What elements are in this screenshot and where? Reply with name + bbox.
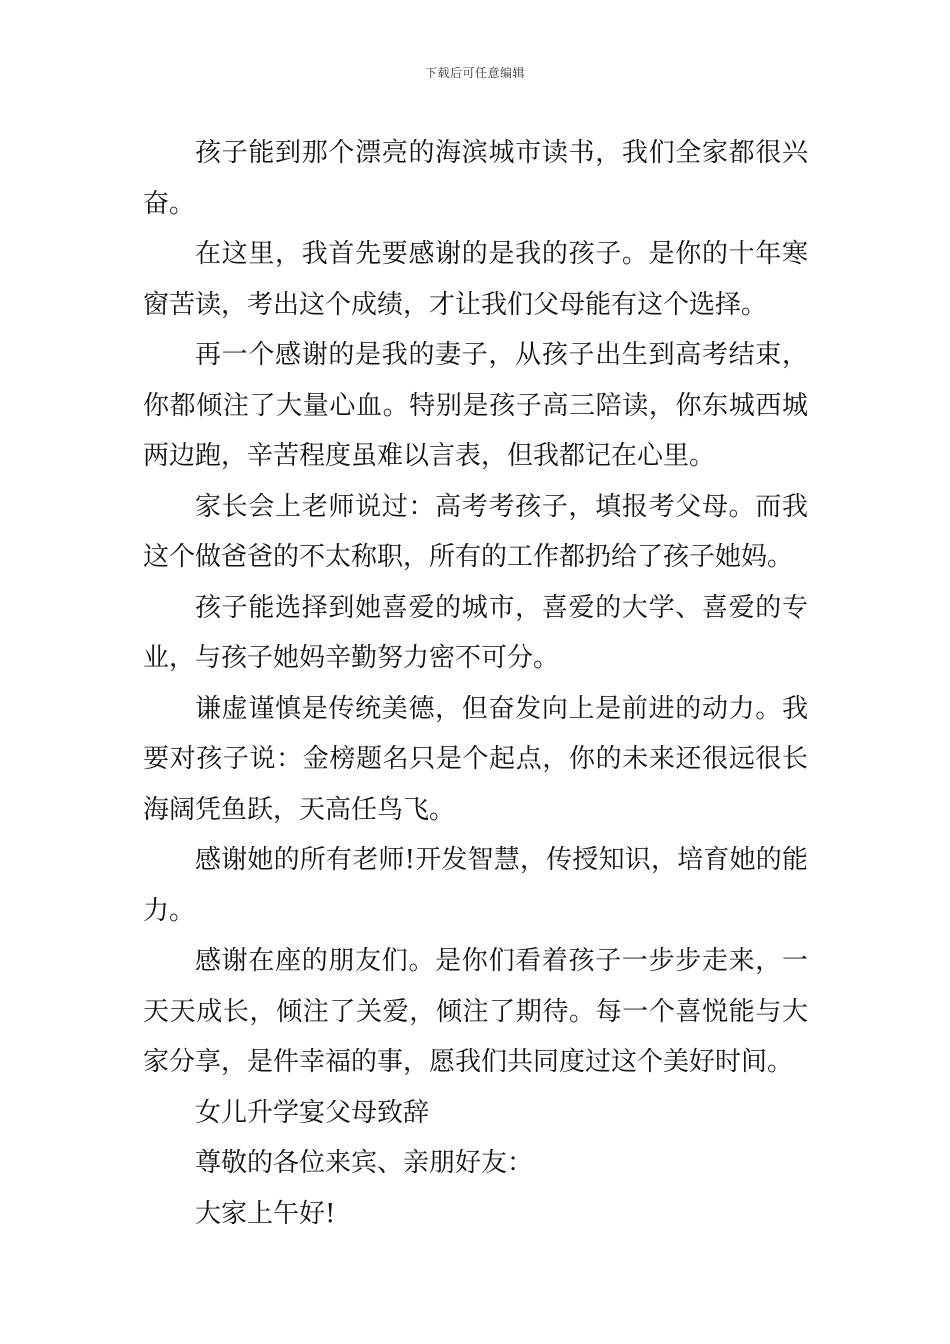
section-title: 女儿升学宴父母致辞 <box>195 1097 430 1128</box>
paragraph: 感谢她的所有老师!开发智慧，传授知识，培育她的能力。 <box>143 845 808 926</box>
page-header: 下载后可任意编辑 <box>424 66 525 80</box>
paragraph: 谦虚谨慎是传统美德，但奋发向上是前进的动力。我要对孩子说：金榜题名只是个起点，你的未来还很远很长海阔凭鱼跃，天高任鸟飞。 <box>143 693 808 825</box>
salutation: 尊敬的各位来宾、亲朋好友： <box>195 1148 534 1178</box>
greeting: 大家上午好! <box>195 1198 336 1229</box>
paragraph: 孩子能到那个漂亮的海滨城市读书，我们全家都很兴奋。 <box>143 138 808 219</box>
document-body <box>143 128 808 1239</box>
paragraph: 感谢在座的朋友们。是你们看着孩子一步步走来，一天天成长，倾注了关爱，倾注了期待。每一个喜悦能与大家分享，是件幸福的事，愿我们共同度过这个美好时间。 <box>143 946 808 1077</box>
paragraph: 再一个感谢的是我的妻子，从孩子出生到高考结束，你都倾注了大量心血。特别是孩子高三陪读，你东城西城两边跑，辛苦程度虽难以言表，但我都记在心里。 <box>143 340 808 471</box>
paragraph: 孩子能选择到她喜爱的城市，喜爱的大学、喜爱的专业，与孩子她妈辛勤努力密不可分。 <box>143 592 808 673</box>
paragraph: 家长会上老师说过：高考考孩子，填报考父母。而我这个做爸爸的不太称职，所有的工作都扔给了孩子她妈。 <box>143 491 808 572</box>
paragraph: 在这里，我首先要感谢的是我的孩子。是你的十年寒窗苦读，考出这个成绩，才让我们父母能有这个选择。 <box>143 239 808 320</box>
